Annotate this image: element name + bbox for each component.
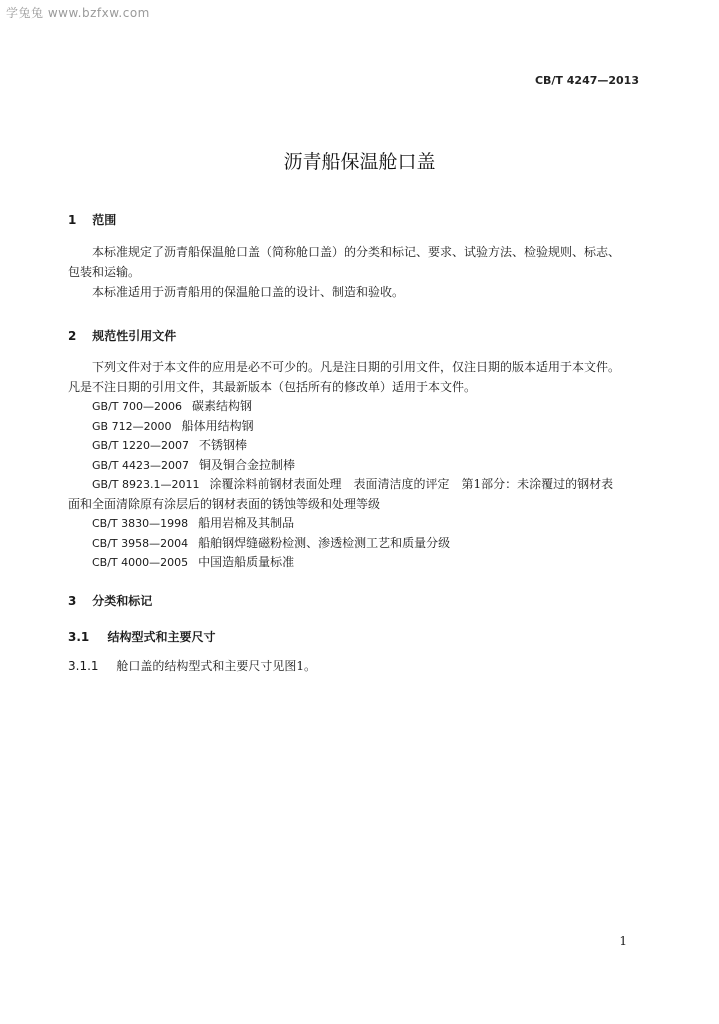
scope-line-3: 本标准适用于沥青船用的保温舱口盖的设计、制造和验收。	[92, 285, 405, 299]
reference-list	[68, 358, 658, 573]
section-number: 2	[68, 329, 77, 343]
subsection-number: 3.1	[68, 630, 90, 644]
subsection-3-1	[68, 628, 215, 645]
refs-intro-1: 下列文件对于本文件的应用是必不可少的。凡是注日期的引用文件，仅注日期的版本适用于本文件。	[92, 360, 621, 374]
reference-code: GB/T 4423—2007	[92, 458, 189, 472]
reference-code: CB/T 4000—2005	[92, 556, 189, 569]
section-title: 范围	[92, 213, 117, 227]
reference-title: 船舶钢焊缝磁粉检测、渗透检测工艺和质量分级	[198, 535, 451, 550]
reference-title: 中国造船质量标准	[198, 555, 295, 569]
section-number: 1	[68, 213, 77, 227]
reference-title: 碳素结构钢	[191, 399, 252, 413]
reference-item	[68, 436, 658, 456]
reference-title: 铜及铜合金拉制棒	[198, 457, 295, 472]
reference-item	[68, 534, 658, 554]
reference-title: 船体用结构钢	[181, 418, 254, 433]
clause-number: 3.1.1	[68, 659, 99, 673]
refs-intro-2: 凡是不注日期的引用文件，其最新版本（包括所有的修改单）适用于本文件。	[68, 379, 477, 394]
reference-item	[68, 417, 658, 437]
reference-code: GB/T 700—2006	[92, 400, 182, 413]
reference-title: 涂覆涂料前钢材表面处理 表面清洁度的评定 第1部分：未涂覆过的钢材表	[209, 477, 614, 491]
reference-title: 不锈钢棒	[198, 438, 247, 452]
scope-paragraph	[68, 242, 638, 302]
section-title: 规范性引用文件	[92, 329, 177, 343]
reference-item	[68, 397, 658, 417]
page-number: 1	[619, 934, 627, 948]
document-title: 沥青船保温舱口盖	[283, 151, 436, 173]
section-3-heading	[68, 592, 152, 609]
section-title: 分类和标记	[92, 594, 153, 608]
scope-line-2: 包装和运输。	[68, 265, 141, 279]
reference-code: CB/T 3830—1998	[92, 517, 189, 530]
subsection-title: 结构型式和主要尺寸	[107, 630, 216, 644]
reference-item	[68, 456, 658, 476]
standard-code: CB/T 4247—2013	[534, 74, 639, 87]
reference-title: 船用岩棉及其制品	[198, 516, 295, 530]
scope-line-1: 本标准规定了沥青船保温舱口盖（简称舱口盖）的分类和标记、要求、试验方法、检验规则、标志、	[92, 245, 621, 259]
reference-title-continued: 面和全面清除原有涂层后的钢材表面的锈蚀等级和处理等级	[68, 496, 381, 511]
reference-item	[68, 475, 658, 514]
reference-code: GB/T 8923.1—2011	[92, 478, 200, 491]
reference-item	[68, 514, 658, 534]
reference-code: GB 712—2000	[92, 419, 172, 433]
section-1-heading	[68, 211, 116, 228]
section-number: 3	[68, 594, 77, 608]
section-2-heading	[68, 327, 176, 344]
reference-code: GB/T 1220—2007	[92, 439, 189, 452]
clause-3-1-1	[68, 657, 316, 674]
reference-code: CB/T 3958—2004	[92, 536, 189, 550]
reference-item	[68, 553, 658, 573]
watermark: 学兔兔 www.bzfxw.com	[6, 6, 150, 20]
clause-text: 舱口盖的结构型式和主要尺寸见图1。	[116, 659, 317, 673]
